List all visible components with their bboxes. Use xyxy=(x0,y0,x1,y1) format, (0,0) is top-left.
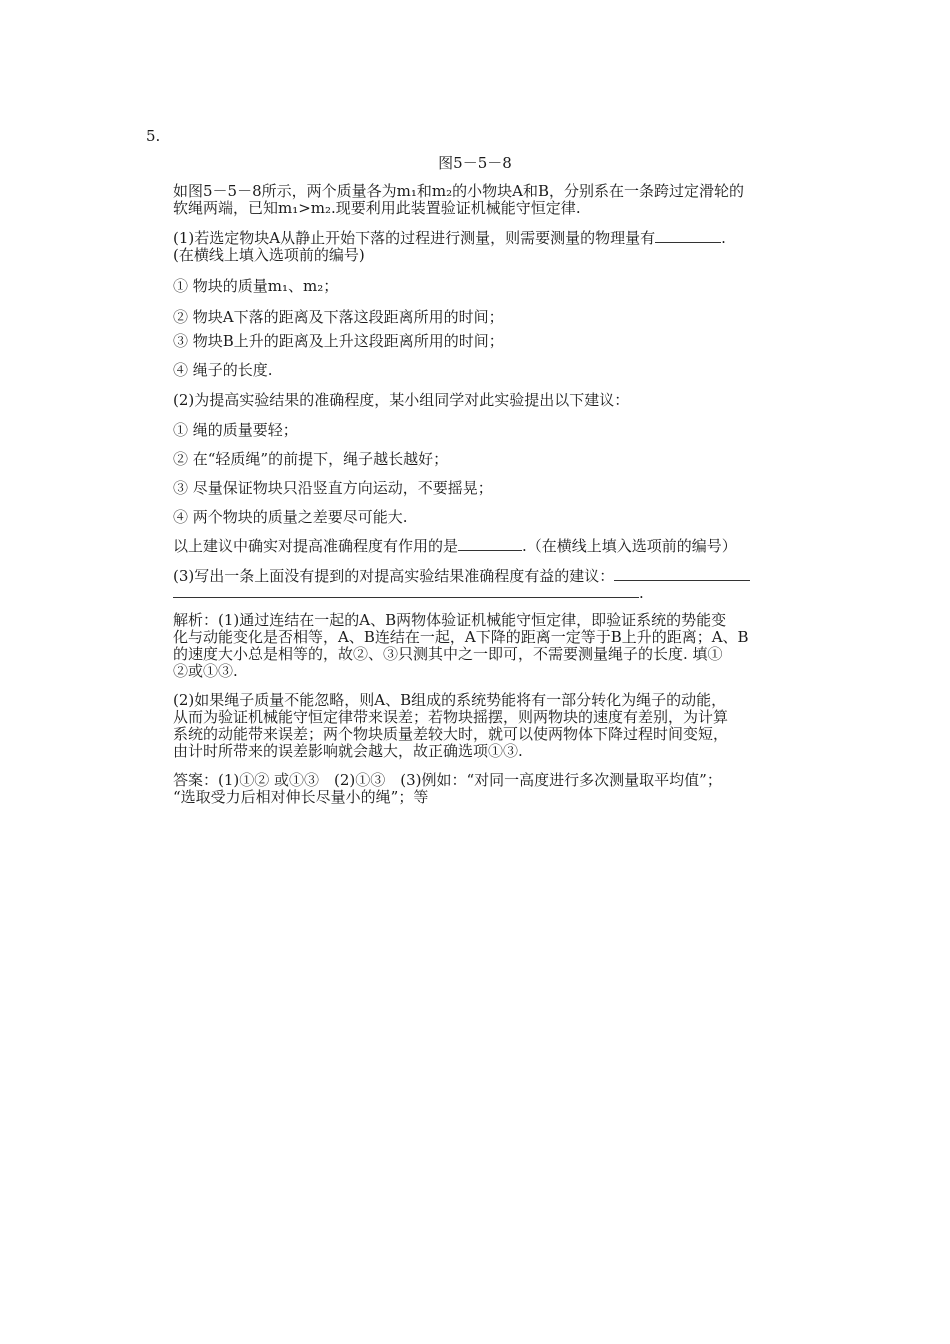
question-number: 5. xyxy=(146,127,161,145)
part1-prompt-tail: . xyxy=(721,229,726,247)
part2-ask-tail: .（在横线上填入选项前的编号） xyxy=(522,537,737,555)
intro-line: 如图5－5－8所示，两个质量各为m₁和m₂的小物块A和B，分别系在一条跨过定滑轮的 xyxy=(173,182,744,200)
part2-prompt: (2)为提高实验结果的准确程度，某小组同学对此实验提出以下建议： xyxy=(173,391,630,409)
part1-hint: (在横线上填入选项前的编号) xyxy=(173,246,365,264)
analysis-line: 解析：(1)通过连结在一起的A、B两物体验证机械能守恒定律，即验证系统的势能变 xyxy=(173,611,727,629)
option-item: ② 在“轻质绳”的前提下，绳子越长越好； xyxy=(173,450,449,468)
answer-line: 答案：(1)①② 或①③ (2)①③ (3)例如：“对同一高度进行多次测量取平均值”； xyxy=(173,771,722,789)
answer-blank xyxy=(614,568,750,581)
analysis-para1 xyxy=(173,612,813,680)
analysis-para2 xyxy=(173,692,813,760)
part3-prompt-text: (3)写出一条上面没有提到的对提高实验结果准确程度有益的建议： xyxy=(173,567,615,585)
analysis-line: 化与动能变化是否相等，A、B连结在一起，A下降的距离一定等于B上升的距离；A、B xyxy=(173,628,749,646)
part2-ask xyxy=(173,538,813,555)
question-intro xyxy=(173,183,813,217)
figure-caption: 图5－5－8 xyxy=(438,154,512,172)
part3-tail: . xyxy=(639,584,644,602)
part1-prompt xyxy=(173,230,813,264)
part1-prompt-text: (1)若选定物块A从静止开始下落的过程进行测量，则需要测量的物理量有 xyxy=(173,229,656,247)
analysis-line: (2)如果绳子质量不能忽略，则A、B组成的系统势能将有一部分转化为绳子的动能， xyxy=(173,691,727,709)
option-item: ② 物块A下落的距离及下落这段距离所用的时间； xyxy=(173,308,504,326)
part2-ask-text: 以上建议中确实对提高准确程度有作用的是 xyxy=(173,537,459,555)
answer-block xyxy=(173,772,813,806)
answer-blank xyxy=(173,585,639,598)
option-item: ④ 两个物块的质量之差要尽可能大. xyxy=(173,508,408,526)
analysis-line: 的速度大小总是相等的，故②、③只测其中之一即可，不需要测量绳子的长度. 填① xyxy=(173,645,723,663)
option-item: ③ 物块B上升的距离及上升这段距离所用的时间； xyxy=(173,332,504,350)
option-item: ① 物块的质量m₁、m₂； xyxy=(173,277,339,295)
analysis-line: 由计时所带来的误差影响就会越大，故正确选项①③. xyxy=(173,742,523,760)
answer-line: “选取受力后相对伸长尽量小的绳”；等 xyxy=(173,788,429,806)
answer-blank xyxy=(655,230,721,243)
option-item: ③ 尽量保证物块只沿竖直方向运动，不要摇晃； xyxy=(173,479,493,497)
part3-prompt xyxy=(173,568,813,602)
answer-blank xyxy=(458,538,522,551)
analysis-line: ②或①③. xyxy=(173,662,238,680)
analysis-line: 从而为验证机械能守恒定律带来误差；若物块摇摆，则两物块的速度有差别，为计算 xyxy=(173,708,729,726)
analysis-line: 系统的动能带来误差；两个物块质量差较大时，就可以使两物体下降过程时间变短， xyxy=(173,725,729,743)
option-item: ① 绳的质量要轻； xyxy=(173,421,298,439)
option-item: ④ 绳子的长度. xyxy=(173,361,273,379)
intro-line: 软绳两端，已知m₁>m₂.现要利用此装置验证机械能守恒定律. xyxy=(173,199,581,217)
